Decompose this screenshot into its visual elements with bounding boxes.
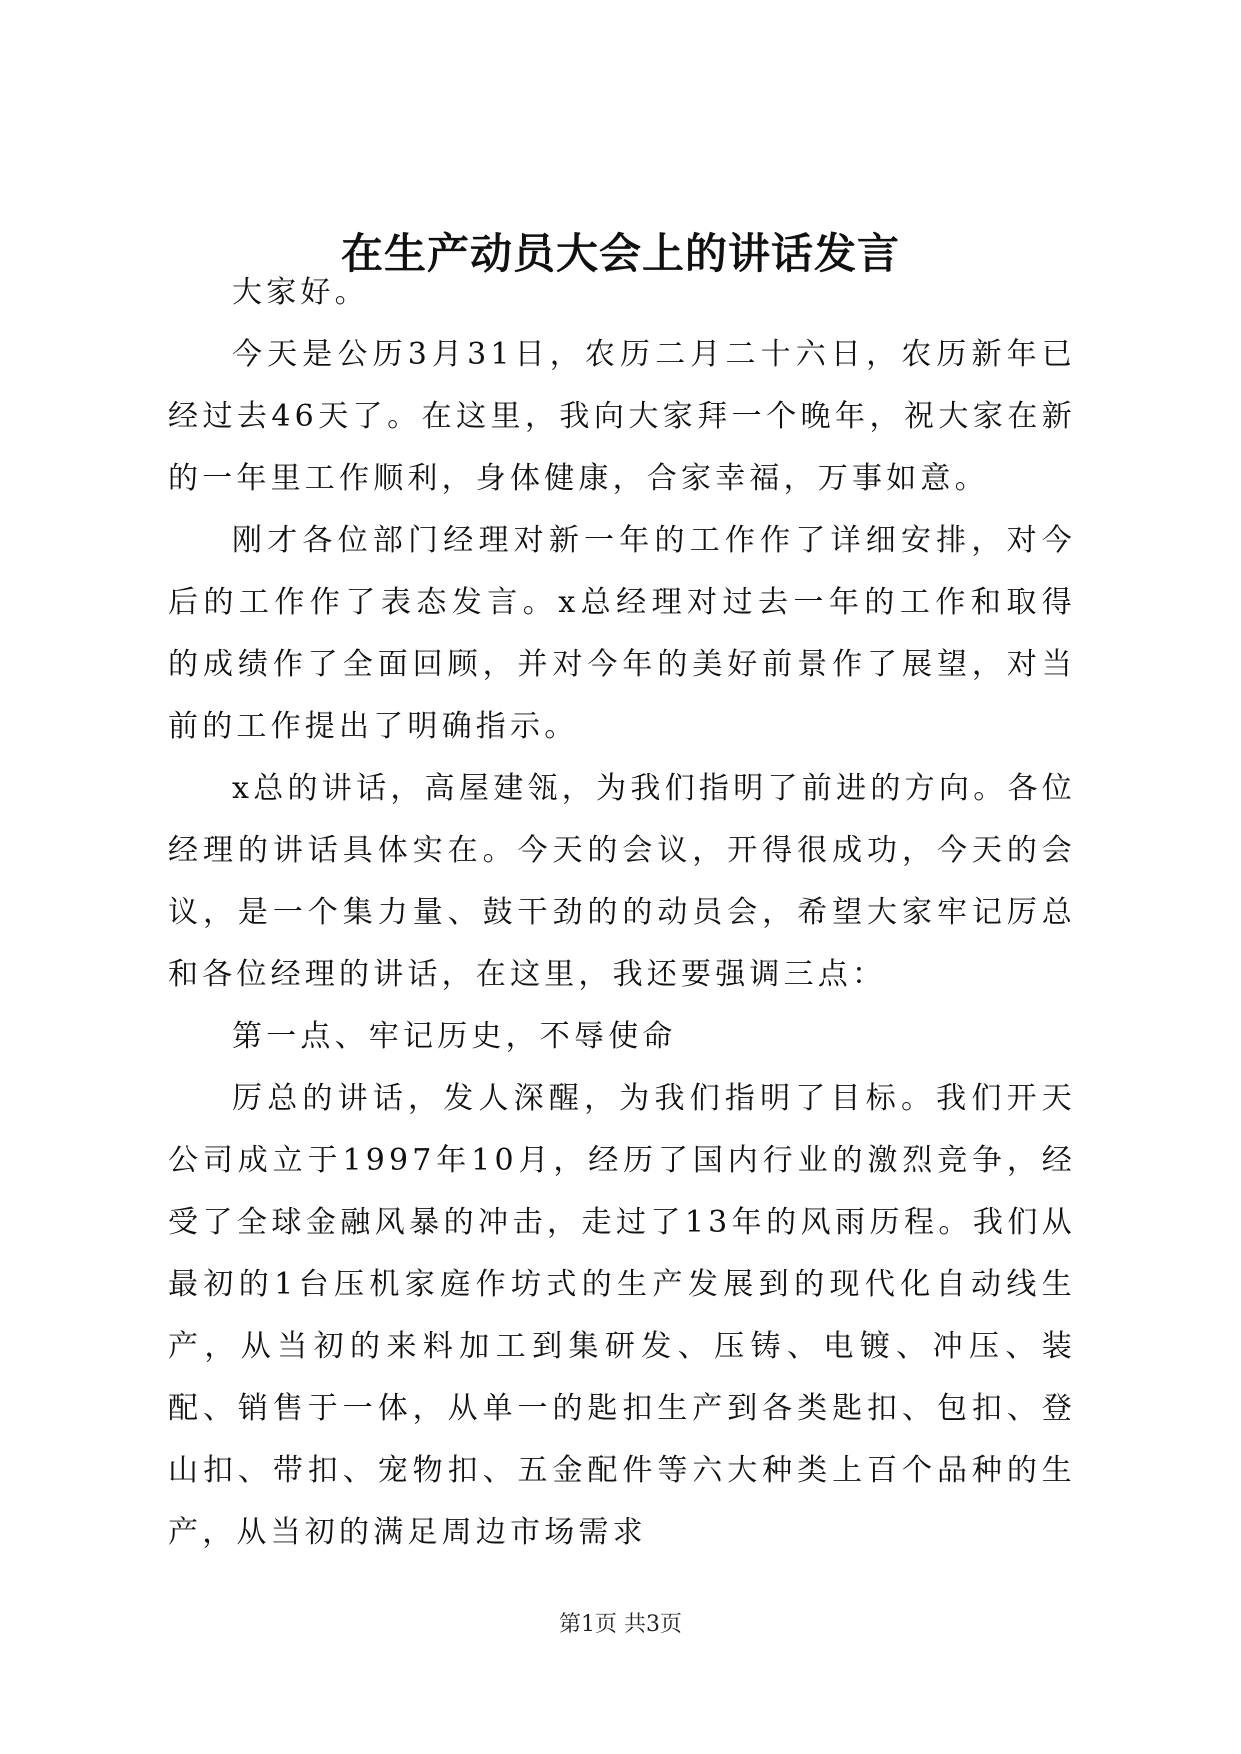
document-body <box>168 262 1076 1564</box>
document-title: 在生产动员大会上的讲话发言 <box>340 229 900 278</box>
paragraph-greeting: 大家好。 <box>232 275 369 310</box>
page-number-footer: 第1页 共3页 <box>559 1612 682 1637</box>
paragraph-speech-summary: x总的讲话，高屋建瓴，为我们指明了前进的方向。各位经理的讲话具体实在。今天的会议，开得很成功，今天的会议，是一个集力量、鼓干劲的的动员会，希望大家牢记厉总和各位经理的讲话，在这里，我还要强调三点： <box>168 771 1076 992</box>
paragraph-date: 今天是公历3月31日，农历二月二十六日，农历新年已经过去46天了。在这里，我向大家拜一个晚年，祝大家在新的一年里工作顺利，身体健康，合家幸福，万事如意。 <box>168 337 1076 496</box>
paragraph-managers: 刚才各位部门经理对新一年的工作作了详细安排，对今后的工作作了表态发言。x总经理对过去一年的工作和取得的成绩作了全面回顾，并对今年的美好前景作了展望，对当前的工作提出了明确指示。 <box>168 523 1076 744</box>
paragraph-company-history: 厉总的讲话，发人深醒，为我们指明了目标。我们开天公司成立于1997年10月，经历了国内行业的激烈竞争，经受了全球金融风暴的冲击，走过了13年的风雨历程。我们从最初的1台压机家庭作坊式的生产发展到的现代化自动线生产，从当初的来料加工到集研发、压铸、电镀、冲压、装配、销售于一体，从单一的匙扣生产到各类匙扣、包扣、登山扣、带扣、宠物扣、五金配件等六大种类上百个品种的生产，从当初的满足周边市场需求 <box>168 1081 1076 1550</box>
paragraph-point-one-heading: 第一点、牢记历史，不辱使命 <box>232 1019 677 1054</box>
